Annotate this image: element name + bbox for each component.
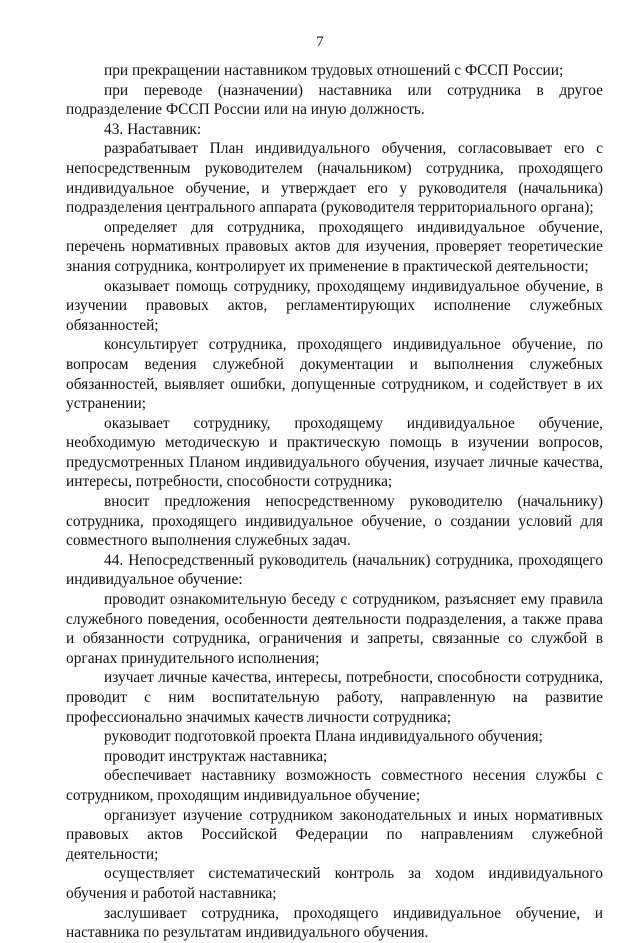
- paragraph: проводит инструктаж наставника;: [104, 747, 328, 765]
- paragraph: вносит предложения непосредственному руководителю (начальнику) сотрудника, проходящего индивидуальное обучение, о создании условий для совместного выполнения служебных задач.: [66, 493, 603, 550]
- paragraph: разрабатывает План индивидуального обучения, согласовывает его с непосредственным руководителем (начальником) сотрудника, проходящего индивидуальное обучение, и утверждает его у руководителя (начальника) подразделения центрального аппарата (руководителя территориального органа);: [66, 140, 603, 217]
- paragraph: руководит подготовкой проекта Плана индивидуального обучения;: [104, 728, 543, 746]
- paragraph: проводит ознакомительную беседу с сотрудником, разъясняет ему правила служебного поведения, особенности деятельности подразделения, а также права и обязанности сотрудника, ограничения и запреты, связанные со службой в органах принудительного исполнения;: [66, 591, 603, 667]
- paragraph: заслушивает сотрудника, проходящего индивидуальное обучение, и наставника по результатам индивидуального обучения.: [66, 904, 603, 942]
- paragraph: определяет для сотрудника, проходящего индивидуальное обучение, перечень нормативных правовых актов для изучения, проверяет теоретические знания сотрудника, контролирует их применение в практической деятельности;: [66, 218, 603, 275]
- paragraph: при прекращении наставником трудовых отношений с ФССП России;: [104, 62, 564, 79]
- paragraph: осуществляет систематический контроль за ходом индивидуального обучения и работой наставника;: [66, 865, 603, 902]
- paragraph: консультирует сотрудника, проходящего индивидуальное обучение, по вопросам ведения служебной документации и выполнения служебных обязанностей, выявляет ошибки, допущенные сотрудником, и содействует в их устранении;: [66, 336, 603, 413]
- document-body: [66, 61, 603, 943]
- paragraph: организует изучение сотрудником законодательных и иных нормативных правовых актов Российской Федерации по направлениям служебной деятельности;: [66, 806, 603, 863]
- paragraph: при переводе (назначении) наставника или сотрудника в другое подразделение ФССП России или на иную должность.: [66, 81, 603, 119]
- page-number: 7: [316, 34, 324, 50]
- paragraph: оказывает сотруднику, проходящему индивидуальное обучение, необходимую методическую и практическую помощь в изучении вопросов, предусмотренных Планом индивидуального обучения, изучает личные качества, интересы, потребности, способности сотрудника;: [66, 414, 603, 491]
- paragraph: обеспечивает наставнику возможность совместного несения службы с сотрудником, проходящим индивидуальное обучение;: [66, 767, 603, 804]
- section-heading-44: 44. Непосредственный руководитель (начальник) сотрудника, проходящего индивидуальное обучение:: [66, 551, 603, 589]
- section-heading-43: 43. Наставник:: [104, 120, 202, 138]
- paragraph: оказывает помощь сотруднику, проходящему индивидуальное обучение, в изучении правовых актов, регламентирующих исполнение служебных обязанностей;: [66, 277, 603, 334]
- paragraph: изучает личные качества, интересы, потребности, способности сотрудника, проводит с ним воспитательную работу, направленную на развитие профессионально значимых качеств личности сотрудника;: [66, 669, 603, 726]
